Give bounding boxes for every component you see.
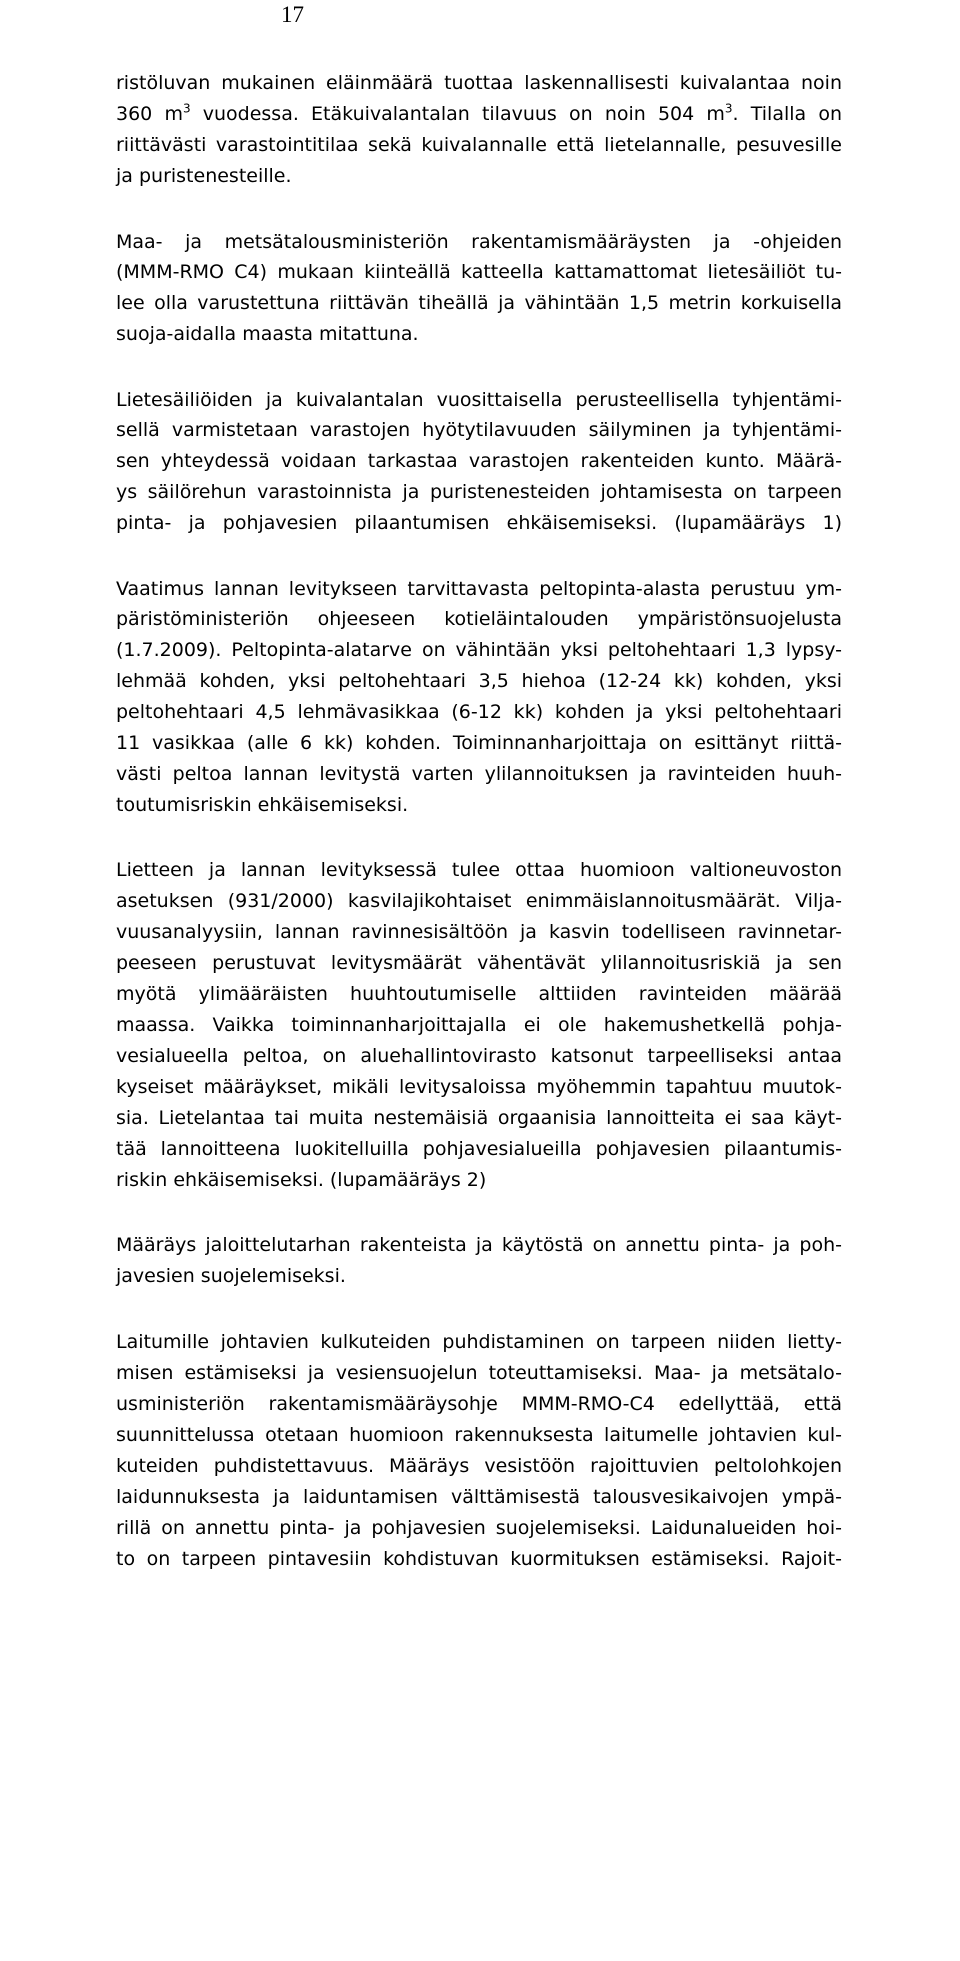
- text-line: Lietesäiliöiden ja kuivalantalan vuosittaisella perusteellisella tyhjentämi-: [116, 389, 842, 411]
- text-line: pinta- ja pohjavesien pilaantumisen ehkäisemiseksi. (lupamääräys 1): [116, 512, 842, 534]
- text-line: javesien suojelemiseksi.: [116, 1265, 346, 1287]
- text-line: sen yhteydessä voidaan tarkastaa varastojen rakenteiden kunto. Määrä-: [116, 450, 842, 472]
- text-line: suunnittelussa otetaan huomioon rakennuksesta laitumelle johtavien kul-: [116, 1424, 842, 1446]
- text-line: päristöministeriön ohjeeseen kotieläintalouden ympäristönsuojelusta: [116, 608, 842, 630]
- text-line: Maa- ja metsätalousministeriön rakentamismääräysten ja -ohjeiden: [116, 231, 842, 253]
- text-line: riskin ehkäisemiseksi. (lupamääräys 2): [116, 1169, 487, 1191]
- text-line: peeseen perustuvat levitysmäärät vähentävät ylilannoitusriskiä ja sen: [116, 952, 842, 974]
- text-line: suoja-aidalla maasta mitattuna.: [116, 323, 419, 345]
- text-line: rillä on annettu pinta- ja pohjavesien suojelemiseksi. Laidunalueiden hoi-: [116, 1517, 842, 1539]
- text-line: ristöluvan mukainen eläinmäärä tuottaa laskennallisesti kuivalantaa noin: [116, 72, 842, 94]
- text-line: laidunnuksesta ja laiduntamisen välttämisestä talousvesikaivojen ympä-: [116, 1486, 842, 1508]
- text-line: maassa. Vaikka toiminnanharjoittajalla ei ole hakemushetkellä pohja-: [116, 1014, 842, 1036]
- text-line: kuteiden puhdistettavuus. Määräys vesistöön rajoittuvien peltolohkojen: [116, 1455, 842, 1477]
- text-line: vesialueella peltoa, on aluehallintovirasto katsonut tarpeelliseksi antaa: [116, 1045, 842, 1067]
- text-line: usministeriön rakentamismääräysohje MMM-RMO-C4 edellyttää, että: [116, 1393, 842, 1415]
- text-line: misen estämiseksi ja vesiensuojelun toteuttamiseksi. Maa- ja metsätalo-: [116, 1362, 842, 1384]
- text-line: kyseiset määräykset, mikäli levitysaloissa myöhemmin tapahtuu muutok-: [116, 1076, 842, 1098]
- text-line: (1.7.2009). Peltopinta-alatarve on vähintään yksi peltohehtaari 1,3 lypsy-: [116, 639, 842, 661]
- text-line: sellä varmistetaan varastojen hyötytilavuuden säilyminen ja tyhjentämi-: [116, 419, 842, 441]
- text-line: ja puristenesteille.: [116, 165, 292, 187]
- text-line: riittävästi varastointitilaa sekä kuivalannalle että lietelannalle, pesuvesille: [116, 134, 842, 156]
- text-line: Määräys jaloittelutarhan rakenteista ja käytöstä on annettu pinta- ja poh-: [116, 1234, 842, 1256]
- text-line: 11 vasikkaa (alle 6 kk) kohden. Toiminnanharjoittaja on esittänyt riittä-: [116, 732, 842, 754]
- text-line: (MMM-RMO C4) mukaan kiinteällä katteella kattamattomat lietesäiliöt tu-: [116, 261, 842, 283]
- text-line: ys säilörehun varastoinnista ja puristenesteiden johtamisesta on tarpeen: [116, 481, 842, 503]
- text-line: to on tarpeen pintavesiin kohdistuvan kuormituksen estämiseksi. Rajoit-: [116, 1548, 842, 1570]
- text-line: asetuksen (931/2000) kasvilajikohtaiset enimmäislannoitusmäärät. Vilja-: [116, 890, 842, 912]
- text-line: 360 $m^3$ vuodessa. Etäkuivalantalan tilavuus on noin 504 $m^3$. Tilalla on: [116, 101, 842, 125]
- text-line: toutumisriskin ehkäisemiseksi.: [116, 794, 409, 816]
- text-line: västi peltoa lannan levitystä varten ylilannoituksen ja ravinteiden huuh-: [116, 763, 842, 785]
- text-line: Lietteen ja lannan levityksessä tulee ottaa huomioon valtioneuvoston: [116, 859, 842, 881]
- text-line: sia. Lietelantaa tai muita nestemäisiä orgaanisia lannoitteita ei saa käyt-: [116, 1107, 842, 1129]
- page-number: 17: [281, 2, 304, 27]
- text-line: tää lannoitteena luokitelluilla pohjavesialueilla pohjavesien pilaantumis-: [116, 1138, 842, 1160]
- text-line: vuusanalyysiin, lannan ravinnesisältöön ja kasvin todelliseen ravinnetar-: [116, 921, 842, 943]
- text-line: lehmää kohden, yksi peltohehtaari 3,5 hiehoa (12-24 kk) kohden, yksi: [116, 670, 842, 692]
- text-line: lee olla varustettuna riittävän tiheällä ja vähintään 1,5 metrin korkuisella: [116, 292, 842, 314]
- text-line: Laitumille johtavien kulkuteiden puhdistaminen on tarpeen niiden lietty-: [116, 1331, 842, 1353]
- text-line: Vaatimus lannan levitykseen tarvittavasta peltopinta-alasta perustuu ym-: [116, 578, 842, 600]
- text-line: peltohehtaari 4,5 lehmävasikkaa (6-12 kk) kohden ja yksi peltohehtaari: [116, 701, 842, 723]
- text-line: myötä ylimääräisten huuhtoutumiselle alttiiden ravinteiden määrää: [116, 983, 842, 1005]
